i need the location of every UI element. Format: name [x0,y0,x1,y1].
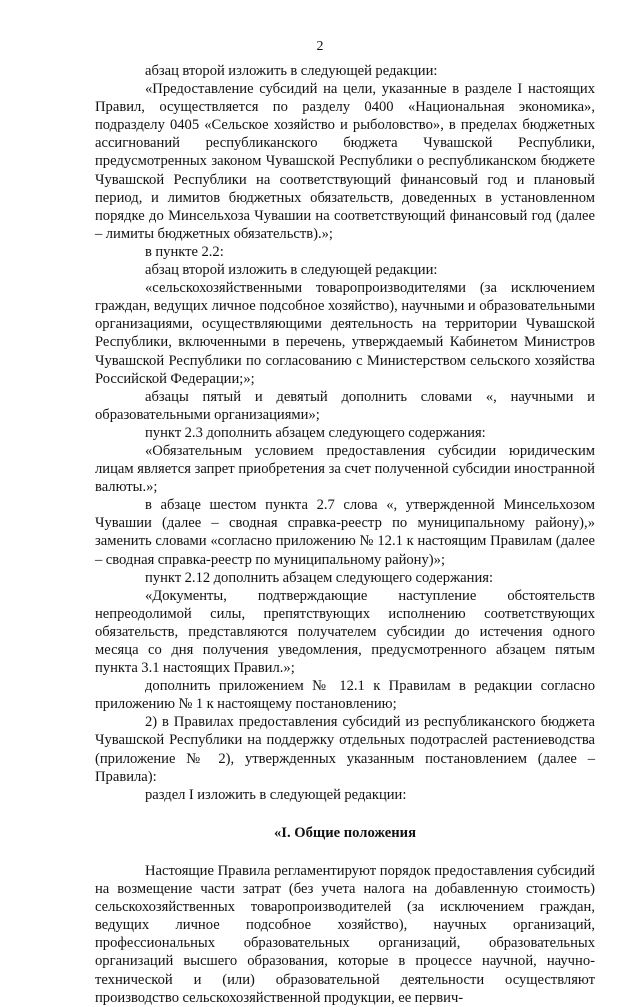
paragraph: абзац второй изложить в следующей редакции: [145,262,438,279]
paragraph: «сельскохозяйственными товаропроизводителями (за исключением граждан, ведущих личное подсобное хозяйство), научными и образовательными организациями, осуществляющими деятельность на территории Чувашской Республики, включенными в перечень, утверждаемый Кабинетом Министров Чувашской Республики по согласованию с Министерством сельского хозяйства Российской Федерации;»; [95,280,595,387]
paragraph: в пункте 2.2: [145,243,224,260]
document-body [95,62,595,1007]
paragraph: «Предоставление субсидий на цели, указанные в разделе I настоящих Правил, осуществляется по разделу 0400 «Национальная экономика», подразделу 0405 «Сельское хозяйство и рыболовство», в пределах бюджетных ассигнований республиканского бюджета Чувашской Республики, предусмотренных законом Чувашской Республики о республиканском бюджете Чувашской Республики на соответствующий финансовый год и плановый период, и лимитов бюджетных обязательств, доведенных в установленном порядке до Минсельхоза Чувашии на соответствующий финансовый год (далее – лимиты бюджетных обязательств).»; [95,81,595,242]
section-heading: «I. Общие положения [274,824,416,841]
paragraph: 2) в Правилах предоставления субсидий из республиканского бюджета Чувашской Республики на поддержку отдельных подотраслей растениеводства (приложение № 2), утвержденных указанным постановлением (далее – Правила): [95,714,595,785]
paragraph: пункт 2.3 дополнить абзацем следующего содержания: [145,424,486,441]
paragraph: Настоящие Правила регламентируют порядок предоставления субсидий на возмещение части затрат (без учета налога на добавленную стоимость) сельскохозяйственных товаропроизводителей (за исключением граждан, ведущих личное подсобное хозяйство), научных организаций, профессиональных образовательных организаций, образовательных организаций высшего образования, которые в процессе научной, научно-технической и (или) образовательной деятельности осуществляют производство сельскохозяйственной продукции, ее первич- [95,862,595,1006]
paragraph: абзацы пятый и девятый дополнить словами «, научными и образовательными организациями»; [95,388,595,423]
paragraph: «Обязательным условием предоставления субсидии юридическим лицам является запрет приобретения за счет полученной субсидии иностранной валюты.»; [95,442,595,496]
paragraph: абзац второй изложить в следующей редакции: [145,63,438,79]
paragraph: раздел I изложить в следующей редакции: [145,786,407,803]
paragraph: в абзаце шестом пункта 2.7 слова «, утвержденной Минсельхозом Чувашии (далее – сводная справка-реестр по муниципальному району),» заменить словами «согласно приложению № 12.1 к настоящим Правилам (далее – сводная справка-реестр по муниципальному району)»; [95,497,595,568]
paragraph: пункт 2.12 дополнить абзацем следующего содержания: [145,569,494,586]
paragraph: «Документы, подтверждающие наступление обстоятельств непреодолимой силы, препятствующих исполнению соответствующих обязательств, представляются получателем субсидии до истечения одного месяца со дня получения уведомления, предусмотренного абзацем пятым пункта 3.1 настоящих Правил.»; [95,587,595,677]
paragraph: дополнить приложением № 12.1 к Правилам в редакции согласно приложению № 1 к настоящему постановлению; [95,678,595,713]
page-number: 2 [316,39,324,54]
